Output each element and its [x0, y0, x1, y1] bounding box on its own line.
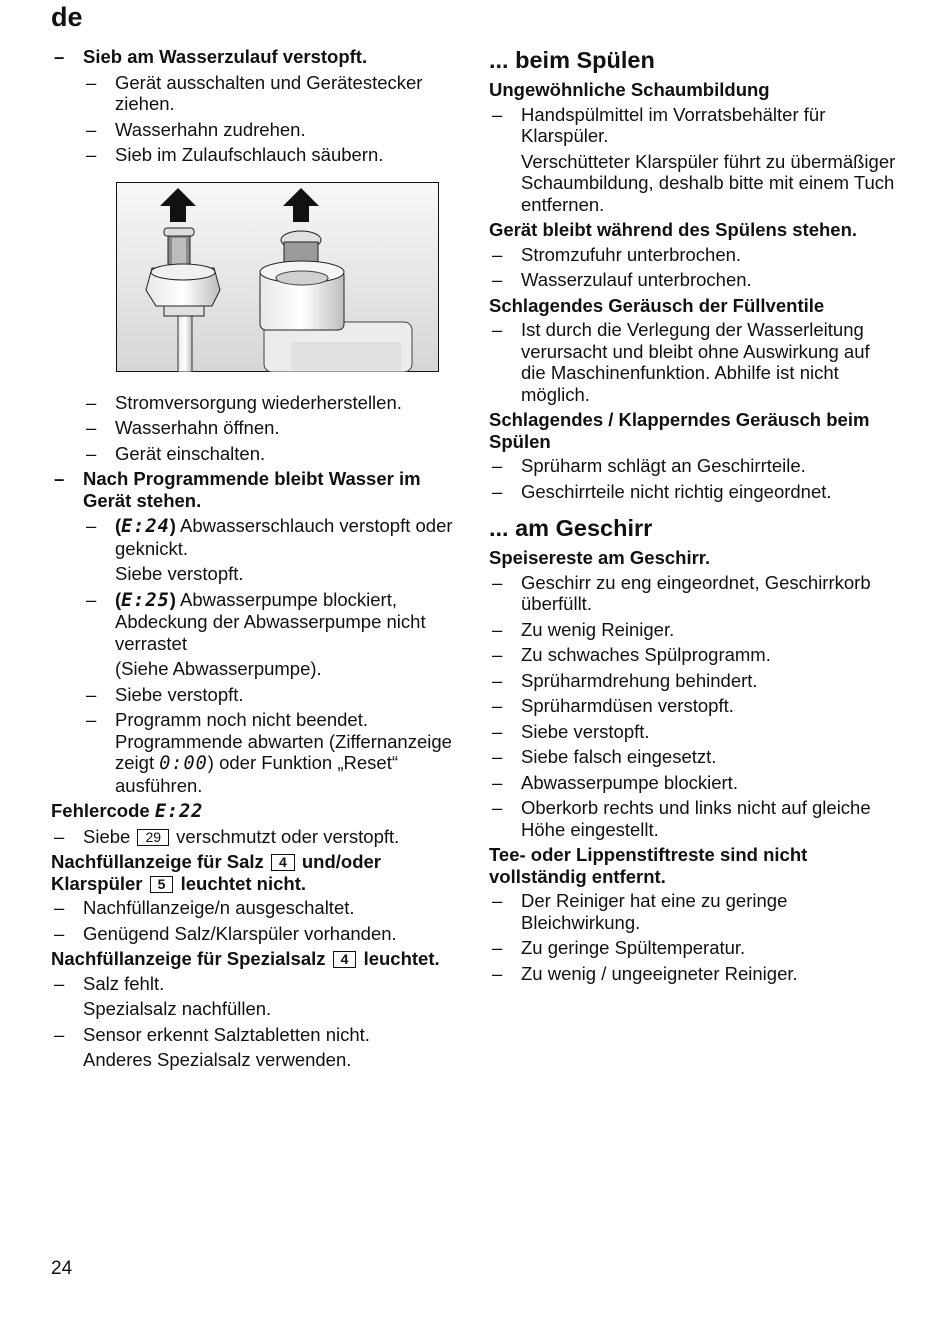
section-heading: Ungewöhnliche Schaumbildung: [489, 79, 770, 100]
list-item: – Handspülmittel im Vorratsbehälter für Klarspüler.: [492, 103, 826, 146]
list-item: – (E:25) Abwasserpumpe blockiert, Abdeckung der Abwasserpumpe nicht verrastet: [86, 588, 426, 654]
section-heading: Nachfüllanzeige für Salz 4 und/oder Klarspüler 5 leuchtet nicht.: [51, 851, 382, 894]
list-item: – Sieb am Wasserzulauf verstopft.: [54, 46, 368, 67]
page-number: 24: [51, 1258, 73, 1279]
list-item: – Sensor erkennt Salztabletten nicht.: [54, 1023, 370, 1045]
list-item: – Sprüharmdrehung behindert.: [492, 669, 758, 691]
list-item: – Salz fehlt.: [54, 972, 165, 994]
error-code-display: E:25: [121, 589, 170, 611]
list-item: – Wasserhahn zudrehen.: [86, 118, 306, 140]
list-item: – Gerät einschalten.: [86, 442, 266, 464]
list-item: – Gerät ausschalten und Gerätestecker ziehen.: [86, 71, 423, 114]
reference-number-box: 4: [333, 951, 357, 968]
section-heading: Gerät bleibt während des Spülens stehen.: [489, 219, 858, 240]
sublist: [83, 72, 456, 166]
list-item: – Programm noch nicht beendet. Programmende abwarten (Ziffernanzeige zeigt 0:00) oder Funktion „Reset“ ausführen.: [86, 709, 452, 796]
issue-title: Nach Programmende bleibt Wasser im Gerät stehen.: [83, 468, 421, 511]
list-item: – Nachfüllanzeige/n ausgeschaltet.: [54, 897, 355, 918]
list-item: – Siebe 29 verschmutzt oder verstopft.: [54, 825, 400, 847]
continuation-text: Siebe verstopft.: [115, 563, 244, 584]
section-heading: Tee- oder Lippenstiftreste sind nicht vollständig entfernt.: [489, 844, 808, 887]
left-column: [51, 46, 456, 1075]
list-item: – Siebe verstopft.: [492, 720, 650, 742]
sublist: [83, 515, 456, 796]
list-item: – Siebe falsch eingesetzt.: [492, 746, 717, 767]
list-item: – Geschirrteile nicht richtig eingeordnet.: [492, 480, 832, 502]
right-column: [489, 46, 899, 988]
digit-display: 0:00: [159, 753, 208, 774]
list-item: – Stromversorgung wiederherstellen.: [86, 391, 402, 413]
language-label: de: [51, 2, 83, 32]
list-item: – Zu wenig Reiniger.: [492, 618, 675, 640]
list-item: – Oberkorb rechts und links nicht auf gleiche Höhe eingestellt.: [492, 797, 871, 840]
section-heading: Speisereste am Geschirr.: [489, 547, 711, 568]
list-item: – Wasserhahn öffnen.: [86, 417, 280, 438]
reference-number-box: 5: [150, 876, 174, 893]
error-code-display: E:22: [154, 801, 204, 822]
reference-number-box: 29: [137, 829, 169, 846]
list-item: – Sprüharm schlägt an Geschirrteile.: [492, 455, 806, 476]
list-item: – Wasserzulauf unterbrochen.: [492, 269, 752, 290]
section-title: ... beim Spülen: [489, 47, 655, 73]
list-item: – Stromzufuhr unterbrochen.: [492, 243, 742, 265]
list-item: – Abwasserpumpe blockiert.: [492, 771, 738, 793]
continuation-text: (Siehe Abwasserpumpe).: [115, 658, 322, 679]
list-item: – Geschirr zu eng eingeordnet, Geschirrkorb überfüllt.: [492, 571, 871, 614]
section-heading: Schlagendes Geräusch der Füllventile: [489, 294, 825, 316]
sublist: [83, 392, 456, 465]
reference-number-box: 4: [271, 854, 295, 871]
issue-title: Sieb am Wasserzulauf verstopft.: [83, 46, 368, 67]
section-heading: Fehlercode E:22: [51, 800, 204, 822]
list-item: – Ist durch die Verlegung der Wasserleitung verursacht und bleibt ohne Auswirkung auf die Maschinenfunktion. Abhilfe ist nicht möglich.: [492, 319, 870, 405]
list-item: – Sieb im Zulaufschlauch säubern.: [86, 144, 384, 165]
list-item: – Zu schwaches Spülprogramm.: [492, 644, 771, 665]
list-item: – Sprüharmdüsen verstopft.: [492, 695, 734, 716]
error-code-display: E:24: [121, 516, 170, 537]
list-item: – (E:24) Abwasserschlauch verstopft oder geknickt.: [86, 515, 453, 559]
list-item: – Zu wenig / ungeeigneter Reiniger.: [492, 962, 798, 984]
continuation-text: Spezialsalz nachfüllen.: [83, 998, 272, 1019]
list-item: – Nach Programmende bleibt Wasser im Gerät stehen.: [54, 468, 421, 511]
continuation-text: Anderes Spezialsalz verwenden.: [83, 1049, 352, 1070]
inlet-filter-illustration: [116, 182, 439, 372]
section-heading: Nachfüllanzeige für Spezialsalz 4 leuchtet.: [51, 948, 440, 969]
section-heading: Schlagendes / Klapperndes Geräusch beim Spülen: [489, 409, 870, 452]
continuation-text: Verschütteter Klarspüler führt zu übermäßiger Schaumbildung, deshalb bitte mit einem Tuch entfernen.: [521, 150, 896, 215]
list-item: – Siebe verstopft.: [86, 683, 244, 705]
list-item: – Genügend Salz/Klarspüler vorhanden.: [54, 922, 397, 944]
section-title: ... am Geschirr: [489, 515, 653, 541]
list-item: – Der Reiniger hat eine zu geringe Bleichwirkung.: [492, 890, 788, 933]
list-item: – Zu geringe Spültemperatur.: [492, 937, 746, 958]
